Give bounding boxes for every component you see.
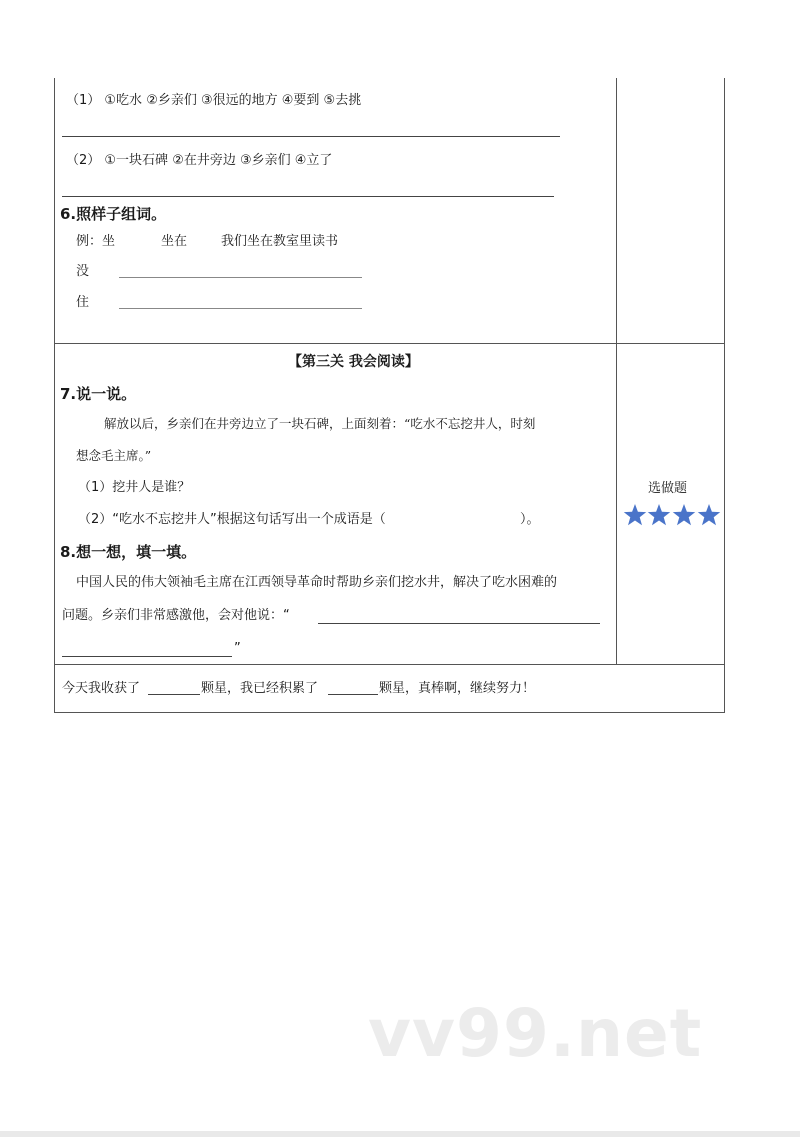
footer-part-1: 今天我收获了 (62, 681, 141, 696)
quote-answer-line-1[interactable] (318, 623, 600, 624)
word-answer-line-1[interactable] (119, 277, 362, 278)
watermark: vv99.net (368, 995, 703, 1072)
task8-close-quote: ” (234, 641, 241, 656)
reorder-line-1: （1） ①吃水 ②乡亲们 ③很远的地方 ④要到 ⑤去挑 (66, 93, 362, 108)
task6-title: 6.照样子组词。 (60, 205, 167, 223)
example-label: 例：坐 (76, 234, 116, 249)
star-rating (623, 503, 721, 527)
stars-total-blank[interactable] (328, 694, 378, 695)
footer-part-3: 颗星，真棒啊，继续努力！ (379, 681, 536, 696)
word-item-2: 住 (76, 295, 90, 310)
table-left-border (54, 78, 55, 712)
task8-line-2: 问题。乡亲们非常感激他，会对他说：“ (62, 608, 290, 623)
word-answer-line-2[interactable] (119, 308, 362, 309)
question-2: （2）“吃水不忘挖井人”根据这句话写出一个成语是（ (78, 512, 386, 527)
footer-part-2: 颗星，我已经积累了 (201, 681, 319, 696)
star-icon (673, 504, 695, 525)
word-item-1: 没 (76, 264, 90, 279)
passage-line-1: 解放以后，乡亲们在井旁边立了一块石碑，上面刻着：“吃水不忘挖井人，时刻 (104, 416, 536, 431)
star-icon (648, 504, 670, 525)
reorder-line-2: （2） ①一块石碑 ②在井旁边 ③乡亲们 ④立了 (66, 153, 333, 168)
answer-line-2[interactable] (62, 196, 554, 197)
table-bottom-border (54, 712, 725, 713)
table-right-border (724, 78, 725, 712)
task8-title: 8.想一想，填一填。 (60, 543, 197, 561)
example-word: 坐在 (161, 234, 188, 249)
passage-line-2: 想念毛主席。” (76, 448, 152, 463)
answer-line-1[interactable] (62, 136, 560, 137)
stars-earned-blank[interactable] (148, 694, 200, 695)
star-icon (698, 504, 720, 525)
task7-title: 7.说一说。 (60, 385, 137, 403)
star-icon (624, 504, 646, 525)
page-bottom-edge (0, 1131, 800, 1137)
row-divider-2 (54, 664, 725, 665)
column-divider (616, 78, 617, 664)
quote-answer-line-2[interactable] (62, 656, 232, 657)
task8-line-1: 中国人民的伟大领袖毛主席在江西领导革命时帮助乡亲们挖水井，解决了吃水困难的 (76, 575, 558, 590)
question-1: （1）挖井人是谁？ (78, 480, 191, 495)
optional-label: 选做题 (648, 481, 688, 496)
section-heading: 【第三关 我会阅读】 (288, 354, 419, 370)
row-divider-1 (54, 343, 725, 344)
example-sentence: 我们坐在教室里读书 (221, 234, 339, 249)
question-2-close: ）。 (520, 512, 540, 527)
